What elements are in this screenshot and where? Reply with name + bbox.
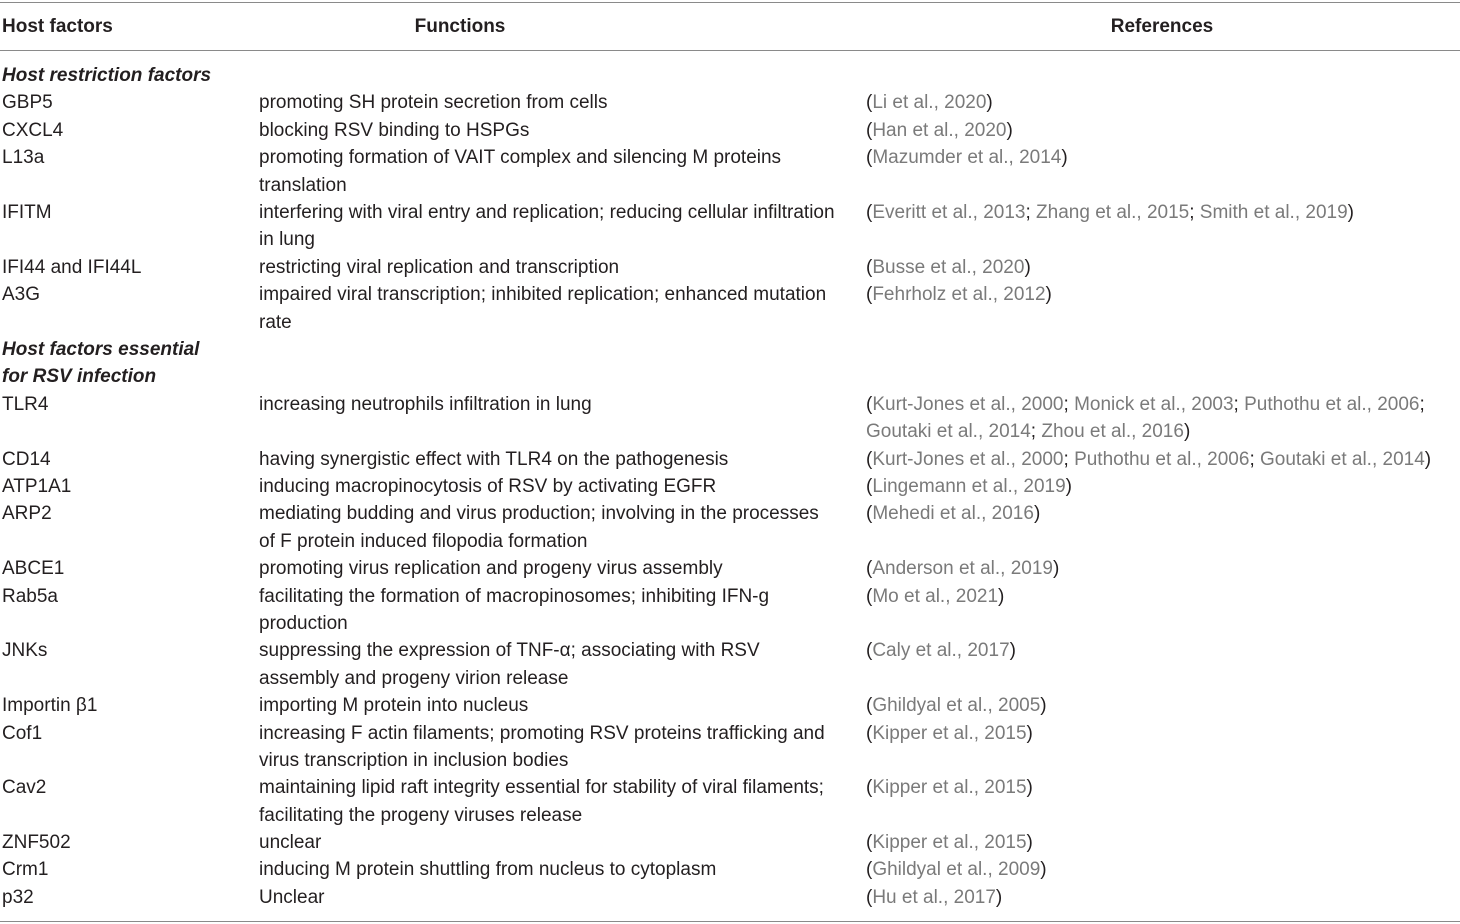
table-row <box>0 199 1460 254</box>
section-title <box>2 336 242 391</box>
section-title-line: for RSV infection <box>2 366 157 388</box>
host-factor-cell: Cof1 <box>2 722 43 744</box>
host-factor-cell: IFITM <box>2 201 52 223</box>
table-row <box>0 692 1460 719</box>
references-cell: (Kurt-Jones et al., 2000; Monick et al., 2003; Puthothu et al., 2006; Goutaki et al., 2014; Zhou et al., 2016) <box>866 393 1425 443</box>
table-row <box>0 473 1460 500</box>
references-cell: (Kurt-Jones et al., 2000; Puthothu et al., 2006; Goutaki et al., 2014) <box>866 448 1432 470</box>
table-row <box>0 500 1460 555</box>
header-references: References <box>1110 16 1214 37</box>
function-line: unclear <box>259 832 322 854</box>
reference-link[interactable]: Kipper et al., 2015 <box>872 722 1027 744</box>
function-line: promoting formation of VAIT complex and silencing M proteins <box>259 147 782 169</box>
function-line: inducing M protein shuttling from nucleus to cytoplasm <box>259 859 717 881</box>
reference-link[interactable]: Mo et al., 2021 <box>872 585 999 607</box>
table-row <box>0 774 1460 829</box>
references-cell: (Lingemann et al., 2019) <box>866 475 1072 497</box>
host-factor-cell: CD14 <box>2 448 51 470</box>
host-factor-cell: Crm1 <box>2 859 49 881</box>
table-row <box>0 884 1460 911</box>
function-line: importing M protein into nucleus <box>259 695 529 717</box>
references-cell: (Kipper et al., 2015) <box>866 777 1033 799</box>
function-line: interfering with viral entry and replication; reducing cellular infiltration <box>259 201 835 223</box>
references-cell: (Ghildyal et al., 2005) <box>866 695 1047 717</box>
section-header-row <box>0 336 1460 391</box>
references-cell: (Han et al., 2020) <box>866 119 1013 141</box>
host-factor-cell: GBP5 <box>2 92 53 114</box>
function-cell <box>259 391 859 418</box>
function-cell <box>259 774 859 829</box>
function-line: increasing neutrophils infiltration in lung <box>259 393 592 415</box>
function-line: mediating budding and virus production; involving in the processes <box>259 503 819 525</box>
table-row <box>0 555 1460 582</box>
function-line: blocking RSV binding to HSPGs <box>259 119 530 141</box>
host-factor-cell: JNKs <box>2 640 48 662</box>
references-cell: (Fehrholz et al., 2012) <box>866 284 1052 306</box>
host-factor-cell: ATP1A1 <box>2 475 72 497</box>
table-row <box>0 637 1460 692</box>
reference-link[interactable]: Mehedi et al., 2016 <box>872 503 1034 525</box>
host-factor-cell: Rab5a <box>2 585 58 607</box>
reference-link[interactable]: Hu et al., 2017 <box>872 886 996 908</box>
function-cell <box>259 446 859 473</box>
function-cell <box>259 555 859 582</box>
reference-link[interactable]: Kipper et al., 2015 <box>872 832 1027 854</box>
reference-link[interactable]: Mazumder et al., 2014 <box>872 147 1062 169</box>
host-factor-cell: p32 <box>2 886 34 908</box>
table-row <box>0 583 1460 638</box>
reference-link[interactable]: Ghildyal et al., 2009 <box>872 859 1041 881</box>
function-cell <box>259 89 859 116</box>
host-factor-cell: Cav2 <box>2 777 47 799</box>
reference-link[interactable]: Goutaki et al., 2014 <box>1260 448 1425 470</box>
function-line: increasing F actin filaments; promoting RSV proteins trafficking and <box>259 722 825 744</box>
reference-link[interactable]: Caly et al., 2017 <box>872 640 1010 662</box>
references-cell: (Caly et al., 2017) <box>866 640 1016 662</box>
reference-link[interactable]: Kurt-Jones et al., 2000 <box>872 393 1064 415</box>
reference-link[interactable]: Kurt-Jones et al., 2000 <box>872 448 1064 470</box>
host-factor-cell: TLR4 <box>2 393 49 415</box>
host-factor-cell: CXCL4 <box>2 119 64 141</box>
references-cell: (Li et al., 2020) <box>866 92 993 114</box>
reference-link[interactable]: Puthothu et al., 2006 <box>1074 448 1250 470</box>
reference-link[interactable]: Monick et al., 2003 <box>1074 393 1234 415</box>
references-cell: (Kipper et al., 2015) <box>866 832 1033 854</box>
reference-link[interactable]: Ghildyal et al., 2005 <box>872 695 1041 717</box>
reference-link[interactable]: Zhou et al., 2016 <box>1041 421 1184 443</box>
references-cell: (Hu et al., 2017) <box>866 886 1003 908</box>
host-factor-cell: ZNF502 <box>2 832 71 854</box>
reference-link[interactable]: Smith et al., 2019 <box>1199 201 1348 223</box>
table-row <box>0 89 1460 116</box>
function-line: assembly and progeny virion release <box>259 667 569 689</box>
reference-link[interactable]: Busse et al., 2020 <box>872 256 1025 278</box>
host-factor-cell: ABCE1 <box>2 558 65 580</box>
function-line: in lung <box>259 229 315 251</box>
function-cell <box>259 117 859 144</box>
function-cell <box>259 473 859 500</box>
reference-link[interactable]: Kipper et al., 2015 <box>872 777 1027 799</box>
table-row <box>0 829 1460 856</box>
function-line: of F protein induced filopodia formation <box>259 530 588 552</box>
references-cell: (Busse et al., 2020) <box>866 256 1031 278</box>
section-title-line: Host restriction factors <box>2 65 212 86</box>
reference-link[interactable]: Lingemann et al., 2019 <box>872 475 1066 497</box>
table-row <box>0 446 1460 473</box>
bottom-rule <box>0 921 1460 922</box>
function-line: promoting SH protein secretion from cells <box>259 92 608 114</box>
reference-link[interactable]: Everitt et al., 2013 <box>872 201 1026 223</box>
host-factor-cell: ARP2 <box>2 503 52 525</box>
table-row <box>0 856 1460 883</box>
section-title-line: Host factors essential <box>2 338 200 360</box>
function-cell <box>259 829 859 856</box>
function-cell <box>259 884 859 911</box>
function-line: Unclear <box>259 886 325 908</box>
function-cell <box>259 856 859 883</box>
top-rule <box>0 2 1460 3</box>
host-factor-cell: IFI44 and IFI44L <box>2 256 142 278</box>
reference-link[interactable]: Han et al., 2020 <box>872 119 1007 141</box>
function-line: translation <box>259 174 347 196</box>
function-cell <box>259 254 859 281</box>
table-body <box>0 62 1460 911</box>
host-factor-cell: L13a <box>2 147 45 169</box>
function-line: facilitating the progeny viruses release <box>259 804 583 826</box>
function-cell <box>259 637 859 692</box>
reference-link[interactable]: Zhang et al., 2015 <box>1036 201 1190 223</box>
function-line: rate <box>259 311 292 333</box>
references-cell: (Kipper et al., 2015) <box>866 722 1033 744</box>
table-row <box>0 144 1460 199</box>
function-line: having synergistic effect with TLR4 on the pathogenesis <box>259 448 729 470</box>
header-functions: Functions <box>414 16 506 37</box>
function-line: suppressing the expression of TNF-α; associating with RSV <box>259 640 760 662</box>
function-cell <box>259 281 859 336</box>
function-line: production <box>259 612 348 634</box>
section-header-row <box>0 62 1460 89</box>
section-title <box>2 62 242 89</box>
references-cell: (Anderson et al., 2019) <box>866 558 1060 580</box>
table-row <box>0 391 1460 446</box>
host-factor-cell: A3G <box>2 284 41 306</box>
function-cell <box>259 583 859 638</box>
function-cell <box>259 500 859 555</box>
function-line: facilitating the formation of macropinosomes; inhibiting IFN-g <box>259 585 770 607</box>
function-cell <box>259 692 859 719</box>
references-cell: (Mo et al., 2021) <box>866 585 1005 607</box>
function-cell <box>259 144 859 199</box>
reference-link[interactable]: Li et al., 2020 <box>872 92 987 114</box>
table-row <box>0 117 1460 144</box>
header-host-factors: Host factors <box>2 16 113 37</box>
references-cell: (Everitt et al., 2013; Zhang et al., 2015; Smith et al., 2019) <box>866 201 1354 223</box>
reference-link[interactable]: Anderson et al., 2019 <box>872 558 1053 580</box>
function-line: maintaining lipid raft integrity essential for stability of viral filaments; <box>259 777 824 799</box>
function-line: restricting viral replication and transcription <box>259 256 620 278</box>
header-rule <box>0 50 1460 51</box>
references-cell: (Ghildyal et al., 2009) <box>866 859 1047 881</box>
function-line: inducing macropinocytosis of RSV by activating EGFR <box>259 475 717 497</box>
function-line: virus transcription in inclusion bodies <box>259 749 569 771</box>
host-factor-cell: Importin β1 <box>2 695 98 717</box>
table-row <box>0 720 1460 775</box>
references-cell: (Mazumder et al., 2014) <box>866 147 1068 169</box>
reference-link[interactable]: Puthothu et al., 2006 <box>1244 393 1420 415</box>
references-cell: (Mehedi et al., 2016) <box>866 503 1041 525</box>
function-line: promoting virus replication and progeny virus assembly <box>259 558 723 580</box>
reference-link[interactable]: Goutaki et al., 2014 <box>866 421 1031 443</box>
table-row <box>0 254 1460 281</box>
function-cell <box>259 720 859 775</box>
reference-link[interactable]: Fehrholz et al., 2012 <box>872 284 1046 306</box>
table-row <box>0 281 1460 336</box>
function-cell <box>259 199 859 254</box>
function-line: impaired viral transcription; inhibited replication; enhanced mutation <box>259 284 827 306</box>
